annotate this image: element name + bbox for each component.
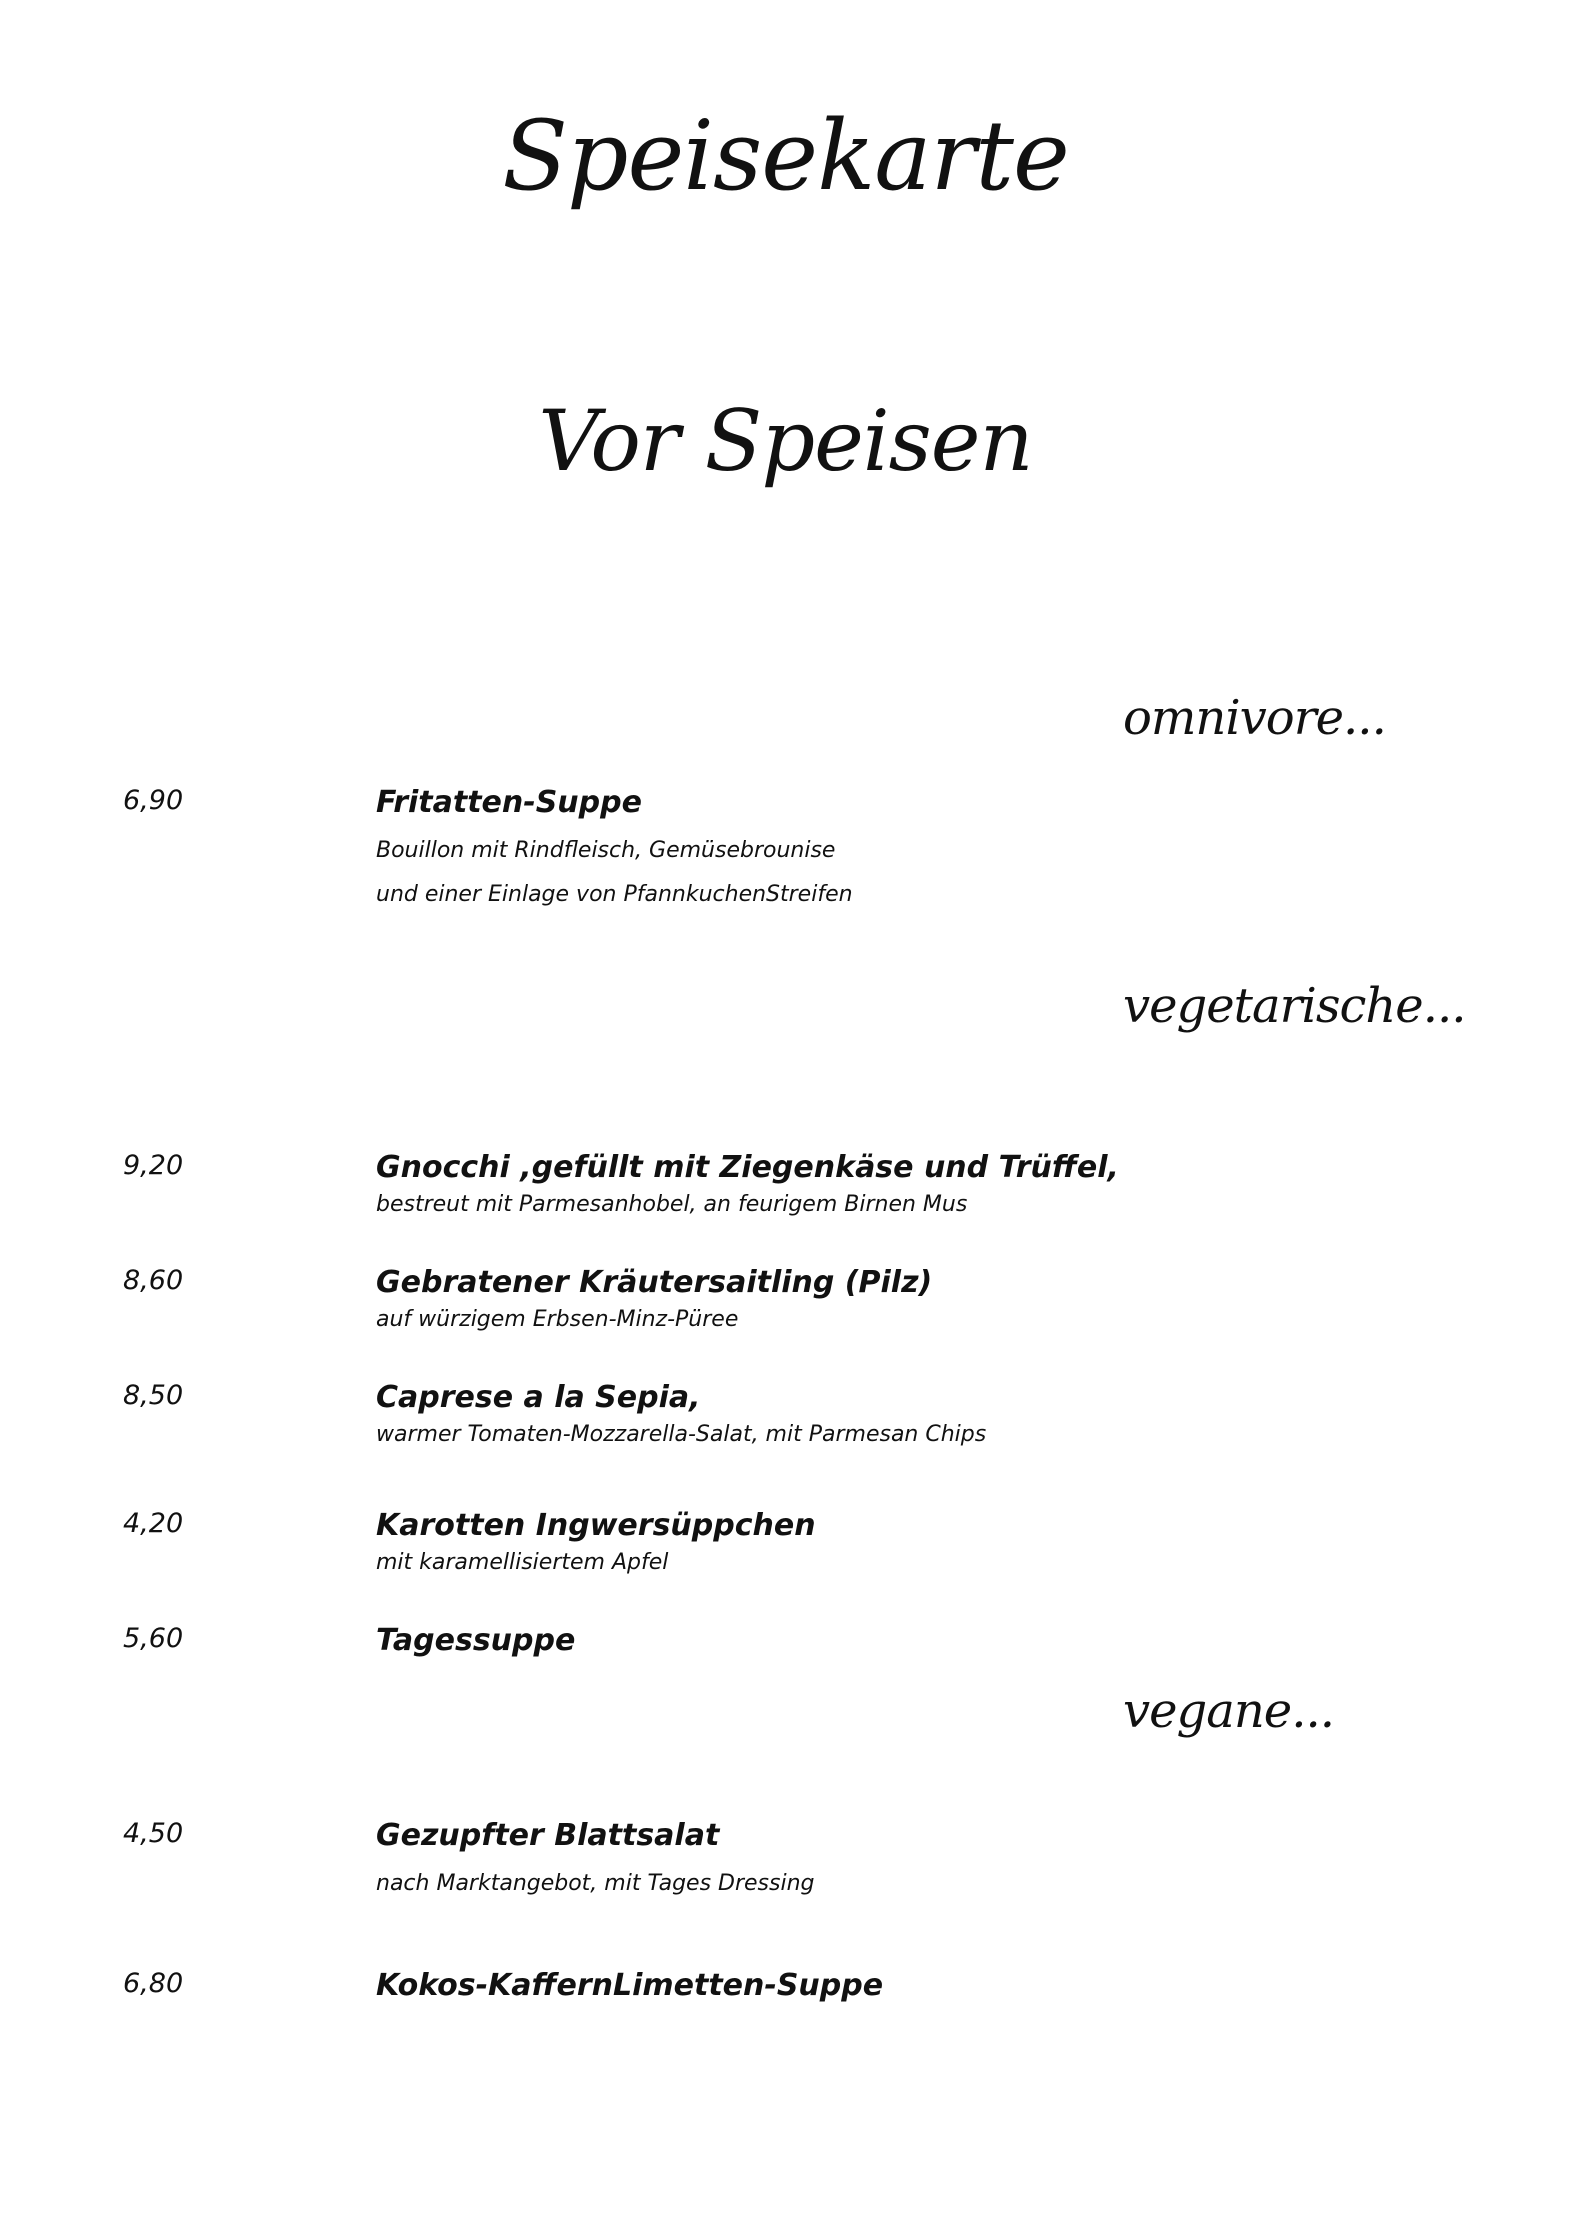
item-description: und einer Einlage von PfannkuchenStreifen [376,882,853,907]
item-name: Gezupfter Blattsalat [376,1818,720,1853]
item-price: 4,50 [123,1818,184,1849]
item-name: Caprese a la Sepia, [376,1380,701,1415]
item-price: 5,60 [123,1623,184,1654]
item-name: Kokos-KaffernLimetten-Suppe [376,1968,884,2003]
category-vegetarian: vegetarische... [1123,978,1466,1034]
item-price: 4,20 [123,1508,184,1539]
item-description: mit karamellisiertem Apfel [376,1550,669,1575]
item-name: Gebratener Kräutersaitling (Pilz) [376,1265,933,1300]
section-title: Vor Speisen [538,392,1033,490]
item-price: 9,20 [123,1150,184,1181]
item-price: 6,80 [123,1968,184,1999]
item-name: Gnocchi ,gefüllt mit Ziegenkäse und Trüffel, [376,1150,1119,1185]
item-description: warmer Tomaten-Mozzarella-Salat, mit Parmesan Chips [376,1422,987,1447]
category-vegan: vegane... [1123,1683,1334,1739]
category-omnivore: omnivore... [1123,690,1386,746]
item-description: Bouillon mit Rindfleisch, Gemüsebrounise [376,838,836,863]
menu-title: Speisekarte [502,100,1069,212]
item-price: 6,90 [123,785,184,816]
item-description: nach Marktangebot, mit Tages Dressing [376,1871,815,1896]
item-description: auf würzigem Erbsen-Minz-Püree [376,1307,739,1332]
item-price: 8,50 [123,1380,184,1411]
item-name: Karotten Ingwersüppchen [376,1508,816,1543]
item-name: Tagessuppe [376,1623,576,1658]
item-price: 8,60 [123,1265,184,1296]
item-name: Fritatten-Suppe [376,785,642,820]
item-description: bestreut mit Parmesanhobel, an feurigem Birnen Mus [376,1192,968,1217]
